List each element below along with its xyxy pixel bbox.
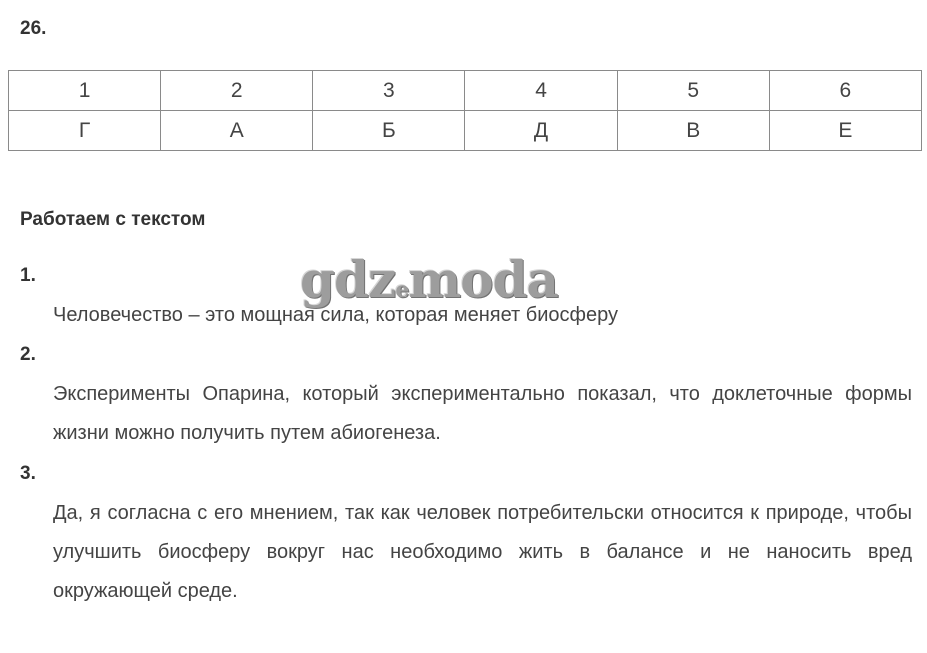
table-cell: 1: [9, 71, 161, 111]
table-cell: А: [161, 111, 313, 151]
table-cell: Б: [313, 111, 465, 151]
table-header-row: [9, 71, 922, 111]
table-cell: Е: [769, 111, 921, 151]
table-cell: 2: [161, 71, 313, 111]
table-cell: 4: [465, 71, 617, 111]
table-cell: Д: [465, 111, 617, 151]
question-number: 3.: [20, 463, 36, 484]
answer-text: Эксперименты Опарина, который экспериментально показал, что доклеточные формы жизни можно получить путем абиогенеза.: [53, 383, 912, 444]
table-row: [9, 111, 922, 151]
watermark-text: moda: [408, 250, 558, 309]
answer-text: Человечество – это мощная сила, которая меняет биосферу: [53, 304, 618, 326]
question-number: 1.: [20, 265, 36, 286]
watermark-text: gdz: [300, 250, 396, 309]
watermark-text: e: [395, 277, 409, 303]
section-title: Работаем с текстом: [20, 209, 206, 230]
table-cell: 6: [769, 71, 921, 111]
table-cell: В: [617, 111, 769, 151]
table-cell: 5: [617, 71, 769, 111]
question-number: 2.: [20, 344, 36, 365]
answer-text: Да, я согласна с его мнением, так как человек потребительски относится к природе, чтобы улучшить биосферу вокруг нас необходимо жить в балансе и не наносить вред окружающей среде.: [53, 502, 912, 602]
table-cell: 3: [313, 71, 465, 111]
answer-table: [8, 70, 922, 151]
task-number: 26.: [20, 18, 47, 39]
table-cell: Г: [9, 111, 161, 151]
